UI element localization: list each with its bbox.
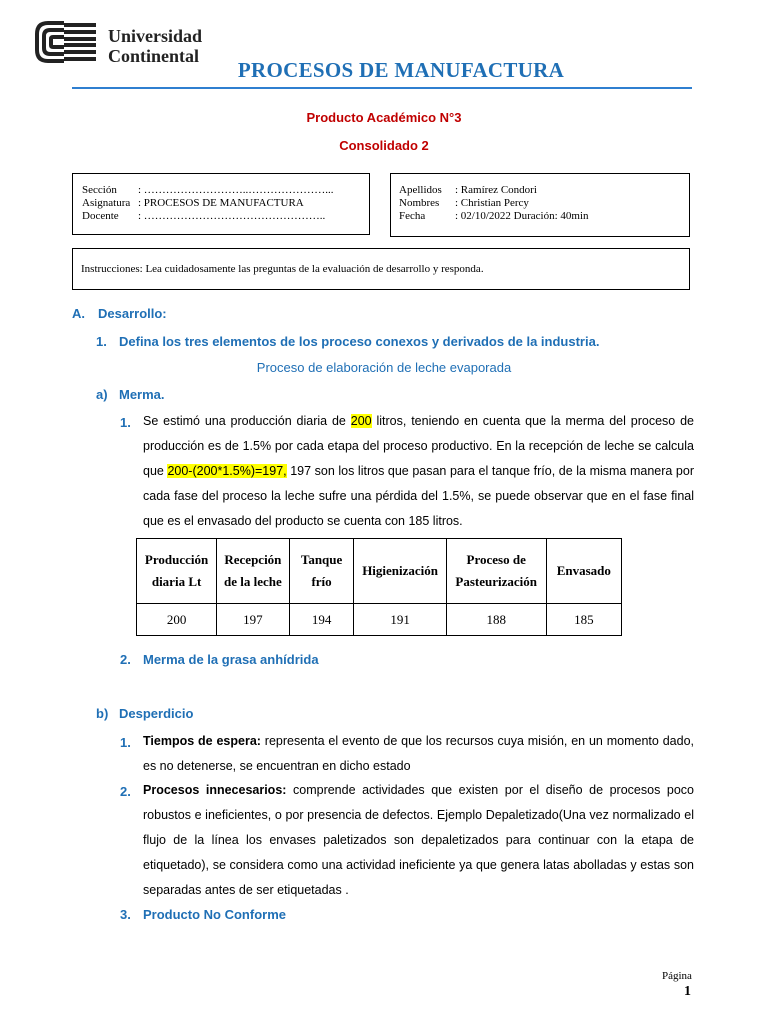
- text-run: 197 son los litros que pasan para el tanque frío, de la misma manera por cada fase del proceso la leche sufre una pérdida del 1.5%, se puede observar que en el fase final que es el envasado del producto se cuenta con 185 litros.: [143, 464, 694, 528]
- info-row-seccion: [82, 184, 369, 197]
- table-header-cell: Producción diaria Lt: [137, 539, 217, 604]
- section-a-heading: [72, 306, 167, 321]
- info-label: Apellidos: [399, 184, 442, 196]
- desperdicio-item-2: [120, 778, 694, 903]
- info-row-apellidos: [399, 184, 689, 197]
- list-label: Desperdicio: [119, 706, 194, 721]
- info-value: : PROCESOS DE MANUFACTURA: [138, 197, 304, 209]
- question-label: Defina los tres elementos de los proceso conexos y derivados de la industria.: [119, 334, 600, 349]
- info-label: Nombres: [399, 197, 440, 209]
- info-value: : ………………………..…………………...: [138, 184, 334, 196]
- desperdicio-paragraph: [143, 729, 694, 779]
- table-header-cell: Higienización: [354, 539, 446, 604]
- university-name-line2: Continental: [108, 46, 200, 66]
- desperdicio-heading: [96, 706, 193, 721]
- list-marker: 1.: [120, 415, 131, 430]
- university-name-line1: Universidad: [108, 26, 203, 46]
- student-info-right: [390, 173, 690, 237]
- product-title: Producto Académico N°3: [306, 110, 462, 125]
- highlight-value: 200: [350, 414, 372, 428]
- info-label: Sección: [82, 184, 117, 196]
- question-1-heading: [96, 334, 599, 349]
- instructions-box: [72, 248, 690, 290]
- table-cell: 197: [217, 604, 289, 636]
- section-label: Desarrollo:: [98, 306, 167, 321]
- page-number: 1: [684, 984, 691, 999]
- list-label: Producto No Conforme: [143, 907, 286, 922]
- merma-grasa-heading: [120, 652, 319, 667]
- list-marker: a): [96, 387, 108, 402]
- list-label: Merma de la grasa anhídrida: [143, 652, 319, 667]
- page-label: Página: [662, 970, 692, 982]
- student-info-left: [72, 173, 370, 235]
- table-cell: 200: [137, 604, 217, 636]
- process-subtitle: Proceso de elaboración de leche evaporada: [256, 360, 512, 375]
- info-value: : 02/10/2022 Duración: 40min: [455, 210, 589, 222]
- info-label: Docente: [82, 210, 119, 222]
- highlight-formula: 200-(200*1.5%)=197,: [167, 464, 287, 478]
- list-marker: 1.: [120, 735, 131, 750]
- table-header-cell: Proceso de Pasteurización: [446, 539, 546, 604]
- list-marker: b): [96, 706, 109, 721]
- info-row-docente: [82, 210, 369, 223]
- info-row-asignatura: [82, 197, 369, 210]
- text-run: Se estimó una producción diaria de: [143, 414, 351, 428]
- term-label: Tiempos de espera:: [143, 734, 261, 748]
- table-header-cell: Envasado: [546, 539, 621, 604]
- list-marker: 2.: [120, 652, 131, 667]
- section-marker: A.: [72, 306, 85, 321]
- info-row-fecha: [399, 210, 689, 223]
- list-marker: 2.: [120, 784, 131, 799]
- info-value: : Ramírez Condori: [455, 184, 537, 196]
- table-cell: 191: [354, 604, 446, 636]
- term-label: Procesos innecesarios:: [143, 783, 287, 797]
- table-header-cell: Tanque frío: [289, 539, 354, 604]
- merma-heading: [96, 387, 165, 402]
- info-value: : …………………………………………..: [138, 210, 326, 222]
- info-row-nombres: [399, 197, 689, 210]
- producto-no-conforme-heading: [120, 907, 286, 922]
- text-run: litros, teniendo en cuenta que la merma del proceso de producción es de 1.5% por cada etapa del proceso productivo. En la recepción de leche se calcula que: [143, 414, 694, 478]
- question-marker: 1.: [96, 334, 107, 349]
- list-label: Merma.: [119, 387, 165, 402]
- info-value: : Christian Percy: [455, 197, 529, 209]
- text-run: comprende actividades que existen por el diseño de procesos poco robustos e ineficientes, o por presencia de defectos. Ejemplo Depaletizado(Una vez normalizado el flujo de la línea los envases paletizados son depaletizados para continuar con la etapa de etiquetado), se considera como una actividad ineficiente ya que genera latas abolladas y estas son separadas antes de ser etiquetadas .: [143, 783, 694, 897]
- page-title: PROCESOS DE MANUFACTURA: [237, 58, 565, 82]
- production-table: [136, 538, 622, 636]
- table-header-cell: Recepción de la leche: [217, 539, 289, 604]
- desperdicio-paragraph: [143, 778, 694, 903]
- table-row: [137, 604, 622, 636]
- table-header-row: [137, 539, 622, 604]
- merma-item: [120, 409, 694, 534]
- table-cell: 185: [546, 604, 621, 636]
- info-label: Fecha: [399, 210, 426, 222]
- text-run: representa el evento de que los recursos cuya misión, en un momento dado, es no detenerse, se encuentran en dicho estado: [143, 734, 694, 773]
- instructions-text: Instrucciones: Lea cuidadosamente las preguntas de la evaluación de desarrollo y responda.: [81, 263, 484, 275]
- list-marker: 3.: [120, 907, 131, 922]
- header-rule: [72, 87, 692, 89]
- merma-paragraph: [143, 409, 694, 534]
- table-cell: 194: [289, 604, 354, 636]
- desperdicio-item-1: [120, 729, 694, 779]
- product-subtitle: Consolidado 2: [339, 138, 429, 153]
- info-label: Asignatura: [82, 197, 131, 209]
- table-cell: 188: [446, 604, 546, 636]
